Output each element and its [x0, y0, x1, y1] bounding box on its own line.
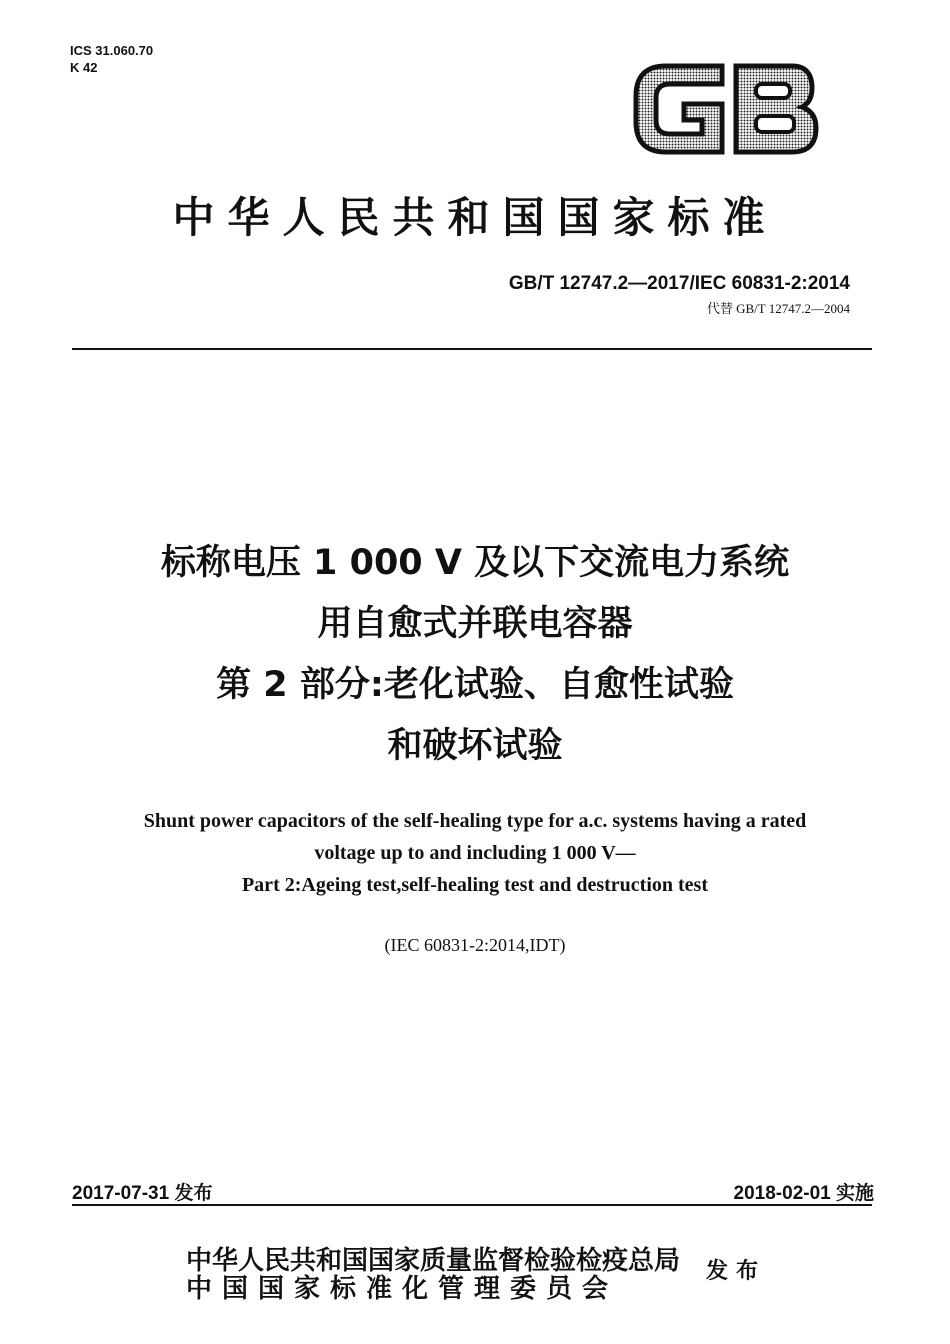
- replaces-standard: 代替 GB/T 12747.2—2004: [706, 301, 850, 316]
- ics-code: ICS 31.060.70: [70, 43, 154, 58]
- english-title-line: voltage up to and including 1 000 V—: [314, 842, 636, 864]
- equivalence-note: (IEC 60831-2:2014,IDT): [384, 935, 566, 955]
- chinese-title-line: 第 2 部分:老化试验、自愈性试验: [216, 665, 734, 705]
- top-divider: [72, 348, 872, 350]
- ccs-code: K 42: [70, 60, 98, 75]
- national-standard-heading: 中华人民共和国国家标准: [172, 193, 778, 242]
- standard-number: GB/T 12747.2—2017/IEC 60831-2:2014: [508, 273, 850, 294]
- implementation-date: 2018-02-01 实施: [733, 1183, 874, 1204]
- english-title: [40, 805, 910, 901]
- chinese-title-line: 和破坏试验: [387, 726, 563, 766]
- classification-codes: [70, 42, 153, 76]
- bottom-divider: [72, 1204, 872, 1206]
- chinese-title: [40, 533, 910, 777]
- gb-logo: [626, 56, 822, 160]
- english-title-line: Shunt power capacitors of the self-healing type for a.c. systems having a rated: [143, 810, 807, 832]
- publish-label: 发布: [706, 1258, 767, 1284]
- chinese-title-line: 用自愈式并联电容器: [317, 604, 633, 644]
- logo-text: GB: [724, 116, 726, 117]
- chinese-title-line: 标称电压 1 000 V 及以下交流电力系统: [160, 543, 790, 583]
- issuer-aqsiq: 中华人民共和国国家质量监督检验检疫总局: [186, 1246, 681, 1276]
- issue-date: 2017-07-31 发布: [72, 1183, 213, 1204]
- issuer-sac: 中国国家标准化管理委员会: [186, 1274, 619, 1304]
- english-title-line: Part 2:Ageing test,self-healing test and destruction test: [241, 874, 709, 896]
